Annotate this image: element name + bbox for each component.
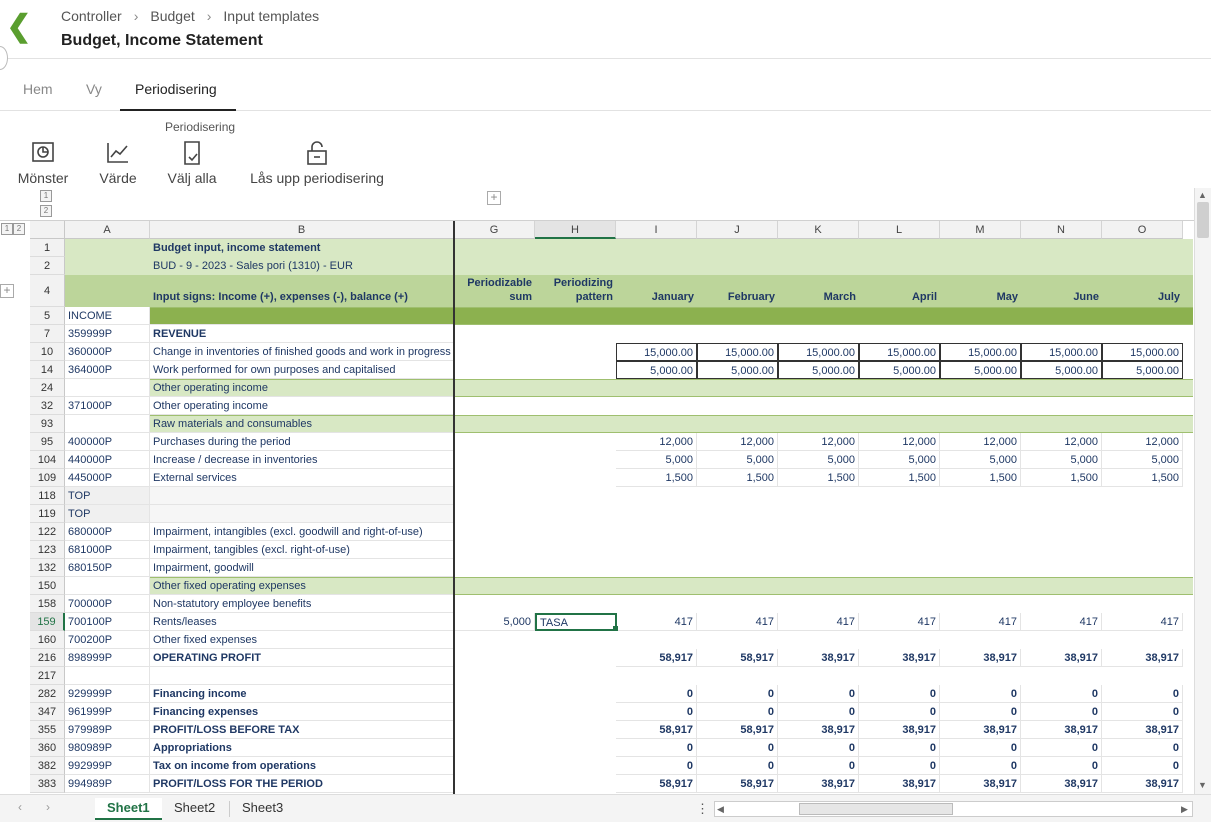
account-name-cell[interactable]: Impairment, goodwill	[150, 559, 454, 577]
row-header[interactable]: 118	[30, 487, 65, 505]
account-name-cell[interactable]: Rents/leases	[150, 613, 454, 631]
month-value-cell[interactable]: 38,917	[1021, 721, 1102, 739]
pattern-icon	[30, 140, 56, 166]
row-header[interactable]: 216	[30, 649, 65, 667]
month-value-cell[interactable]: 1,500	[859, 469, 940, 487]
account-name-cell[interactable]: Impairment, tangibles (excl. right-of-use)	[150, 541, 454, 559]
month-value-cell[interactable]: 5,000	[616, 451, 697, 469]
periodizing-pattern-cell[interactable]: TASA	[535, 613, 617, 631]
column-header-a[interactable]: A	[65, 221, 150, 239]
unlock-icon	[304, 140, 330, 166]
month-value-cell[interactable]: 38,917	[1021, 775, 1102, 793]
chevron-right-icon: ›	[206, 8, 212, 24]
month-value-cell[interactable]: 1,500	[1021, 469, 1102, 487]
month-value-cell[interactable]: 5,000.00	[859, 361, 940, 379]
month-value-cell[interactable]: 1,500	[778, 469, 859, 487]
select-all-button[interactable]	[164, 140, 220, 186]
tab-hem[interactable]: Hem	[23, 81, 53, 97]
fill-handle[interactable]	[613, 626, 618, 631]
scroll-down-icon[interactable]: ▼	[1198, 780, 1207, 790]
month-value-cell[interactable]: 0	[778, 685, 859, 703]
account-cell[interactable]: 994989P	[65, 775, 150, 793]
column-header-g[interactable]: G	[454, 221, 535, 239]
select-all-icon	[179, 140, 205, 166]
row-header[interactable]: 123	[30, 541, 65, 559]
sheet-tab-1[interactable]: Sheet1	[95, 798, 162, 820]
column-header-k[interactable]: K	[778, 221, 859, 239]
month-value-cell[interactable]: 0	[940, 685, 1021, 703]
month-value-cell[interactable]: 15,000.00	[940, 343, 1021, 361]
month-value-cell[interactable]: 12,000	[1021, 433, 1102, 451]
ribbon-group-label: Periodisering	[165, 120, 236, 134]
month-value-cell[interactable]: 58,917	[616, 721, 697, 739]
account-name-cell[interactable]: Purchases during the period	[150, 433, 454, 451]
tab-divider	[229, 801, 230, 817]
month-value-cell[interactable]: 417	[940, 613, 1021, 631]
column-header-b[interactable]: B	[150, 221, 454, 239]
month-value-cell[interactable]: 12,000	[697, 433, 778, 451]
horizontal-scrollbar[interactable]	[714, 801, 1193, 817]
account-cell[interactable]: TOP	[65, 487, 150, 505]
input-signs-note: Input signs: Income (+), expenses (-), balance (+)	[153, 291, 408, 303]
account-cell[interactable]: 400000P	[65, 433, 150, 451]
account-cell[interactable]: 979989P	[65, 721, 150, 739]
select-all-label: Välj alla	[167, 170, 217, 186]
account-name-cell[interactable]: Financing expenses	[150, 703, 454, 721]
month-value-cell[interactable]: 12,000	[940, 433, 1021, 451]
month-value-cell[interactable]: 5,000	[1021, 451, 1102, 469]
row-header[interactable]: 355	[30, 721, 65, 739]
month-header-april: April	[911, 291, 937, 303]
month-value-cell[interactable]: 0	[859, 703, 940, 721]
month-value-cell[interactable]: 0	[697, 757, 778, 775]
month-value-cell[interactable]: 0	[940, 739, 1021, 757]
row-header[interactable]: 10	[30, 343, 65, 361]
column-outline-bar	[0, 188, 1194, 221]
column-header-j[interactable]: J	[697, 221, 778, 239]
account-name-cell[interactable]: External services	[150, 469, 454, 487]
ribbon-tabs	[0, 60, 1211, 111]
month-value-cell[interactable]: 15,000.00	[697, 343, 778, 361]
sheet-subtitle: BUD - 9 - 2023 - Sales pori (1310) - EUR	[153, 260, 353, 272]
month-value-cell[interactable]: 15,000.00	[859, 343, 940, 361]
column-header-n[interactable]: N	[1021, 221, 1102, 239]
more-options-icon[interactable]: ⋮	[696, 801, 709, 816]
row-header[interactable]: 109	[30, 469, 65, 487]
month-value-cell[interactable]: 5,000	[697, 451, 778, 469]
month-value-cell[interactable]: 38,917	[1021, 649, 1102, 667]
month-value-cell[interactable]: 0	[778, 739, 859, 757]
account-cell[interactable]: 681000P	[65, 541, 150, 559]
sheet-tab-bar	[0, 794, 1211, 822]
row-header[interactable]: 217	[30, 667, 65, 685]
account-cell[interactable]: 371000P	[65, 397, 150, 415]
month-value-cell[interactable]: 417	[778, 613, 859, 631]
row-header[interactable]: 160	[30, 631, 65, 649]
month-value-cell[interactable]: 417	[859, 613, 940, 631]
month-value-cell[interactable]: 38,917	[940, 721, 1021, 739]
account-name-cell[interactable]: PROFIT/LOSS FOR THE PERIOD	[150, 775, 454, 793]
row-header[interactable]: 282	[30, 685, 65, 703]
column-header-m[interactable]: M	[940, 221, 1021, 239]
account-name-cell[interactable]: Change in inventories of finished goods and work in progress	[150, 343, 454, 361]
account-cell[interactable]: 700100P	[65, 613, 150, 631]
pattern-header-2: pattern	[575, 291, 613, 303]
month-value-cell[interactable]: 38,917	[778, 721, 859, 739]
row-header[interactable]: 119	[30, 505, 65, 523]
pattern-header: Periodizing	[553, 277, 613, 289]
sheet-tab-3[interactable]: Sheet3	[242, 800, 284, 815]
month-value-cell[interactable]: 38,917	[859, 649, 940, 667]
account-name-cell[interactable]: REVENUE	[150, 325, 454, 343]
line-chart-icon	[105, 140, 131, 166]
account-cell[interactable]: 364000P	[65, 361, 150, 379]
row-header[interactable]: 95	[30, 433, 65, 451]
row-header[interactable]: 382	[30, 757, 65, 775]
account-name-cell[interactable]	[150, 667, 454, 685]
account-cell[interactable]: 359999P	[65, 325, 150, 343]
row-header[interactable]: 150	[30, 577, 65, 595]
column-header-o[interactable]: O	[1102, 221, 1183, 239]
month-header-january: January	[651, 291, 694, 303]
account-name-cell[interactable]: Other fixed expenses	[150, 631, 454, 649]
month-value-cell[interactable]: 38,917	[859, 721, 940, 739]
month-value-cell[interactable]: 0	[778, 703, 859, 721]
account-name-cell[interactable]: Increase / decrease in inventories	[150, 451, 454, 469]
month-value-cell[interactable]: 417	[697, 613, 778, 631]
account-cell[interactable]: TOP	[65, 505, 150, 523]
value-label: Värde	[99, 170, 137, 186]
account-name-cell[interactable]: Other fixed operating expenses	[150, 577, 454, 595]
month-value-cell[interactable]: 58,917	[697, 775, 778, 793]
month-value-cell[interactable]: 1,500	[1102, 469, 1183, 487]
month-value-cell[interactable]: 417	[1102, 613, 1183, 631]
account-cell[interactable]	[65, 415, 150, 433]
account-name-cell[interactable]	[150, 307, 454, 325]
row-header[interactable]: 93	[30, 415, 65, 433]
value-button[interactable]	[96, 140, 140, 186]
periodizable-sum-cell[interactable]: 5,000	[454, 613, 535, 631]
month-value-cell[interactable]: 0	[1102, 685, 1183, 703]
month-value-cell[interactable]: 0	[778, 757, 859, 775]
account-name-cell[interactable]: PROFIT/LOSS BEFORE TAX	[150, 721, 454, 739]
account-name-cell[interactable]: Financing income	[150, 685, 454, 703]
month-value-cell[interactable]: 5,000	[1102, 451, 1183, 469]
month-value-cell[interactable]: 12,000	[778, 433, 859, 451]
month-value-cell[interactable]: 0	[859, 685, 940, 703]
month-value-cell[interactable]: 12,000	[859, 433, 940, 451]
month-value-cell[interactable]: 0	[859, 757, 940, 775]
frozen-pane-divider	[453, 221, 455, 794]
month-value-cell[interactable]: 0	[940, 757, 1021, 775]
month-value-cell[interactable]: 58,917	[697, 721, 778, 739]
expand-rows-icon[interactable]: +	[0, 284, 14, 298]
breadcrumb	[61, 8, 319, 24]
month-value-cell[interactable]: 0	[1021, 739, 1102, 757]
month-value-cell[interactable]: 38,917	[1102, 649, 1183, 667]
month-value-cell[interactable]: 0	[1102, 757, 1183, 775]
account-name-cell[interactable]	[150, 505, 454, 523]
next-sheet-icon[interactable]: ›	[46, 800, 50, 814]
row-header[interactable]: 7	[30, 325, 65, 343]
row-header[interactable]: 132	[30, 559, 65, 577]
row-header[interactable]: 32	[30, 397, 65, 415]
month-value-cell[interactable]: 0	[940, 703, 1021, 721]
month-value-cell[interactable]: 1,500	[616, 469, 697, 487]
active-tab-indicator	[120, 109, 236, 111]
chevron-right-icon: ›	[133, 8, 139, 24]
vertical-scrollbar[interactable]	[1194, 188, 1211, 794]
tab-periodisering[interactable]: Periodisering	[135, 81, 217, 97]
account-cell[interactable]: 898999P	[65, 649, 150, 667]
month-value-cell[interactable]: 38,917	[778, 649, 859, 667]
spreadsheet-grid[interactable]	[0, 188, 1194, 794]
month-value-cell[interactable]: 38,917	[940, 649, 1021, 667]
top-bar	[0, 0, 1211, 59]
month-value-cell[interactable]: 15,000.00	[1021, 343, 1102, 361]
month-value-cell[interactable]: 0	[1021, 703, 1102, 721]
month-value-cell[interactable]: 58,917	[616, 649, 697, 667]
breadcrumb-input-templates[interactable]: Input templates	[223, 8, 320, 24]
account-name-cell[interactable]: Other operating income	[150, 397, 454, 415]
account-name-cell[interactable]	[150, 487, 454, 505]
pattern-button[interactable]	[14, 140, 72, 186]
scroll-right-icon[interactable]: ▶	[1181, 804, 1188, 814]
unlock-periodization-label: Lås upp periodisering	[250, 170, 384, 186]
periodizable-header: Periodizable	[467, 277, 532, 289]
sheet-title: Budget input, income statement	[153, 242, 321, 254]
row-header[interactable]: 347	[30, 703, 65, 721]
row-header: 1	[30, 239, 65, 257]
row-header[interactable]: 104	[30, 451, 65, 469]
month-value-cell[interactable]: 5,000.00	[1102, 361, 1183, 379]
month-header-may: May	[996, 291, 1018, 303]
row-outline-level-1-button[interactable]: 1	[1, 223, 13, 235]
column-header-h[interactable]: H	[535, 221, 616, 239]
month-value-cell[interactable]: 0	[859, 739, 940, 757]
periodizable-header-2: sum	[509, 291, 532, 303]
month-header-february: February	[727, 291, 775, 303]
month-value-cell[interactable]: 1,500	[940, 469, 1021, 487]
row-header: 4	[30, 275, 65, 307]
month-value-cell[interactable]: 5,000.00	[1021, 361, 1102, 379]
column-header-l[interactable]: L	[859, 221, 940, 239]
month-header-july: July	[1157, 291, 1180, 303]
month-value-cell[interactable]: 0	[1021, 685, 1102, 703]
account-cell[interactable]: INCOME	[65, 307, 150, 325]
month-value-cell[interactable]: 5,000.00	[778, 361, 859, 379]
row-header[interactable]: 24	[30, 379, 65, 397]
month-value-cell[interactable]: 0	[1021, 757, 1102, 775]
account-name-cell[interactable]: Tax on income from operations	[150, 757, 454, 775]
month-header-march: March	[823, 291, 856, 303]
month-value-cell[interactable]: 5,000	[940, 451, 1021, 469]
row-header[interactable]: 14	[30, 361, 65, 379]
row-header[interactable]: 5	[30, 307, 65, 325]
row-header[interactable]: 383	[30, 775, 65, 793]
account-cell[interactable]	[65, 577, 150, 595]
month-value-cell[interactable]: 0	[697, 703, 778, 721]
month-value-cell[interactable]: 0	[697, 739, 778, 757]
row-header[interactable]: 159	[30, 613, 65, 631]
month-value-cell[interactable]: 0	[616, 757, 697, 775]
month-value-cell[interactable]: 38,917	[778, 775, 859, 793]
row-header[interactable]: 122	[30, 523, 65, 541]
month-value-cell[interactable]: 0	[616, 739, 697, 757]
month-value-cell[interactable]: 15,000.00	[1102, 343, 1183, 361]
month-value-cell[interactable]: 38,917	[940, 775, 1021, 793]
sheet-tab-2[interactable]: Sheet2	[174, 800, 216, 815]
account-name-cell[interactable]: Other operating income	[150, 379, 454, 397]
select-all-cell[interactable]	[30, 221, 65, 239]
month-value-cell[interactable]: 0	[1102, 703, 1183, 721]
column-header-i[interactable]: I	[616, 221, 697, 239]
account-name-cell[interactable]: Work performed for own purposes and capitalised	[150, 361, 454, 379]
month-value-cell[interactable]: 0	[1102, 739, 1183, 757]
month-value-cell[interactable]: 15,000.00	[616, 343, 697, 361]
month-value-cell[interactable]: 38,917	[1102, 721, 1183, 739]
month-value-cell[interactable]: 0	[616, 685, 697, 703]
month-value-cell[interactable]: 0	[697, 685, 778, 703]
prev-sheet-icon[interactable]: ‹	[18, 800, 22, 814]
page-title: Budget, Income Statement	[61, 32, 263, 49]
scroll-up-icon[interactable]: ▲	[1198, 190, 1207, 200]
month-value-cell[interactable]: 1,500	[697, 469, 778, 487]
unlock-periodization-button[interactable]	[244, 140, 390, 186]
outline-level-1-button[interactable]: 1	[40, 190, 52, 202]
account-cell[interactable]: 680000P	[65, 523, 150, 541]
month-value-cell[interactable]: 38,917	[859, 775, 940, 793]
row-header[interactable]: 158	[30, 595, 65, 613]
horizontal-scroll-thumb[interactable]	[799, 803, 953, 815]
account-cell[interactable]: 980989P	[65, 739, 150, 757]
month-value-cell[interactable]: 12,000	[1102, 433, 1183, 451]
scroll-left-icon[interactable]: ◀	[717, 804, 724, 814]
month-value-cell[interactable]: 5,000.00	[697, 361, 778, 379]
month-value-cell[interactable]: 5,000.00	[940, 361, 1021, 379]
month-value-cell[interactable]: 0	[616, 703, 697, 721]
back-arrow-icon[interactable]: ❮	[6, 10, 32, 43]
account-cell[interactable]: 961999P	[65, 703, 150, 721]
account-cell[interactable]: 445000P	[65, 469, 150, 487]
month-value-cell[interactable]: 5,000	[859, 451, 940, 469]
tab-vy[interactable]: Vy	[86, 81, 102, 97]
breadcrumb-budget[interactable]: Budget	[150, 8, 195, 24]
month-value-cell[interactable]: 15,000.00	[778, 343, 859, 361]
month-value-cell[interactable]: 5,000.00	[616, 361, 697, 379]
outline-level-2-button[interactable]: 2	[40, 205, 52, 217]
month-value-cell[interactable]: 38,917	[1102, 775, 1183, 793]
account-cell[interactable]	[65, 379, 150, 397]
account-cell[interactable]: 680150P	[65, 559, 150, 577]
month-value-cell[interactable]: 417	[616, 613, 697, 631]
account-cell[interactable]	[65, 667, 150, 685]
month-header-june: June	[1073, 291, 1099, 303]
account-name-cell[interactable]: Appropriations	[150, 739, 454, 757]
vertical-scroll-thumb[interactable]	[1197, 202, 1209, 238]
row-header[interactable]: 360	[30, 739, 65, 757]
account-name-cell[interactable]: Raw materials and consumables	[150, 415, 454, 433]
month-value-cell[interactable]: 5,000	[778, 451, 859, 469]
month-value-cell[interactable]: 58,917	[616, 775, 697, 793]
account-cell[interactable]: 700000P	[65, 595, 150, 613]
account-cell[interactable]: 700200P	[65, 631, 150, 649]
expand-columns-icon[interactable]: +	[487, 191, 501, 205]
month-value-cell[interactable]: 12,000	[616, 433, 697, 451]
account-name-cell[interactable]: Impairment, intangibles (excl. goodwill and right-of-use)	[150, 523, 454, 541]
month-value-cell[interactable]: 58,917	[697, 649, 778, 667]
account-cell[interactable]: 992999P	[65, 757, 150, 775]
row-header: 2	[30, 257, 65, 275]
row-outline-level-2-button[interactable]: 2	[13, 223, 25, 235]
account-name-cell[interactable]: Non-statutory employee benefits	[150, 595, 454, 613]
pattern-label: Mönster	[17, 170, 69, 186]
month-value-cell[interactable]: 417	[1021, 613, 1102, 631]
breadcrumb-controller[interactable]: Controller	[61, 8, 122, 24]
account-cell[interactable]: 360000P	[65, 343, 150, 361]
account-cell[interactable]: 929999P	[65, 685, 150, 703]
account-name-cell[interactable]: OPERATING PROFIT	[150, 649, 454, 667]
account-cell[interactable]: 440000P	[65, 451, 150, 469]
